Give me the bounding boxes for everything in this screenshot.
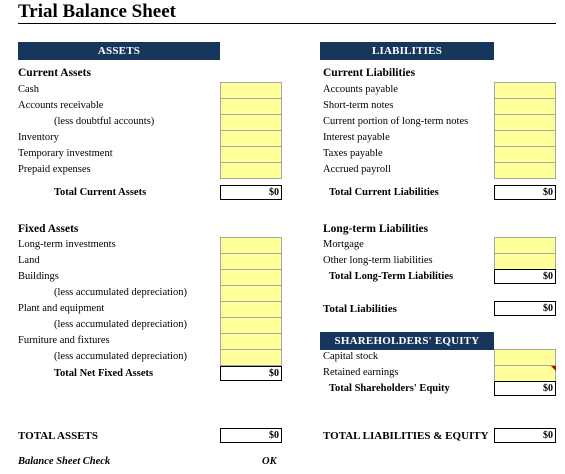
assets-header: ASSETS (18, 42, 220, 60)
total-current-assets-label: Total Current Assets (54, 187, 147, 198)
input-retained-earnings[interactable] (494, 365, 556, 382)
total-liabilities-label: Total Liabilities (323, 303, 397, 315)
input-capital-stock[interactable] (494, 349, 556, 366)
asset-label-less-dep-plant: (less accumulated depreciation) (54, 319, 187, 330)
equity-header: SHAREHOLDERS' EQUITY (320, 332, 494, 350)
input-short-term-notes[interactable] (494, 98, 556, 115)
liab-label-other-long-term: Other long-term liabilities (323, 255, 433, 266)
asset-label-long-term-investments: Long-term investments (18, 239, 116, 250)
input-buildings[interactable] (220, 269, 282, 286)
total-fixed-assets-value[interactable]: $0 (220, 366, 282, 381)
input-less-dep-plant[interactable] (220, 317, 282, 334)
input-plant-equipment[interactable] (220, 301, 282, 318)
input-less-doubtful[interactable] (220, 114, 282, 131)
liab-label-accounts-payable: Accounts payable (323, 84, 398, 95)
total-equity-label: Total Shareholders' Equity (329, 383, 450, 394)
total-current-liabilities-value[interactable]: $0 (494, 185, 556, 200)
liabilities-header: LIABILITIES (320, 42, 494, 60)
asset-label-cash: Cash (18, 84, 39, 95)
asset-label-less-dep-furniture: (less accumulated depreciation) (54, 351, 187, 362)
current-assets-heading: Current Assets (18, 67, 91, 79)
input-furniture-fixtures[interactable] (220, 333, 282, 350)
asset-label-less-doubtful: (less doubtful accounts) (54, 116, 155, 127)
input-cash[interactable] (220, 82, 282, 99)
input-accrued-payroll[interactable] (494, 162, 556, 179)
input-less-dep-furniture[interactable] (220, 349, 282, 366)
equity-label-capital-stock: Capital stock (323, 351, 379, 362)
fixed-assets-heading: Fixed Assets (18, 223, 79, 235)
balance-check-label: Balance Sheet Check (18, 456, 111, 467)
asset-label-temporary-investment: Temporary investment (18, 148, 113, 159)
input-prepaid-expenses[interactable] (220, 162, 282, 179)
asset-label-land: Land (18, 255, 40, 266)
total-assets-value[interactable]: $0 (220, 428, 282, 443)
current-liabilities-heading: Current Liabilities (323, 67, 416, 79)
asset-label-furniture-fixtures: Furniture and fixtures (18, 335, 110, 346)
asset-label-prepaid-expenses: Prepaid expenses (18, 164, 91, 175)
asset-label-accounts-receivable: Accounts receivable (18, 100, 104, 111)
input-land[interactable] (220, 253, 282, 270)
input-interest-payable[interactable] (494, 130, 556, 147)
input-current-portion[interactable] (494, 114, 556, 131)
input-long-term-investments[interactable] (220, 237, 282, 254)
title-rule (18, 23, 556, 24)
equity-label-retained-earnings: Retained earnings (323, 367, 399, 378)
input-inventory[interactable] (220, 130, 282, 147)
liab-label-accrued-payroll: Accrued payroll (323, 164, 391, 175)
input-other-long-term[interactable] (494, 253, 556, 270)
input-accounts-payable[interactable] (494, 82, 556, 99)
balance-check-value: OK (262, 456, 277, 467)
total-long-term-liabilities-label: Total Long-Term Liabilities (329, 271, 454, 282)
total-fixed-assets-label: Total Net Fixed Assets (54, 368, 154, 379)
liab-label-taxes-payable: Taxes payable (323, 148, 383, 159)
total-assets-label: TOTAL ASSETS (18, 430, 99, 442)
liab-label-interest-payable: Interest payable (323, 132, 390, 143)
total-equity-value[interactable]: $0 (494, 381, 556, 396)
comment-indicator-icon[interactable] (551, 366, 556, 371)
total-long-term-liabilities-value[interactable]: $0 (494, 269, 556, 284)
asset-label-buildings: Buildings (18, 271, 59, 282)
input-temporary-investment[interactable] (220, 146, 282, 163)
total-liabilities-equity-value[interactable]: $0 (494, 428, 556, 443)
input-less-dep-buildings[interactable] (220, 285, 282, 302)
total-current-assets-value[interactable]: $0 (220, 185, 282, 200)
input-taxes-payable[interactable] (494, 146, 556, 163)
liab-label-short-term-notes: Short-term notes (323, 100, 394, 111)
input-mortgage[interactable] (494, 237, 556, 254)
asset-label-inventory: Inventory (18, 132, 59, 143)
asset-label-plant-equipment: Plant and equipment (18, 303, 105, 314)
asset-label-less-dep-buildings: (less accumulated depreciation) (54, 287, 187, 298)
long-term-liabilities-heading: Long-term Liabilities (323, 223, 429, 235)
total-liabilities-equity-label: TOTAL LIABILITIES & EQUITY (323, 430, 489, 442)
liab-label-mortgage: Mortgage (323, 239, 364, 250)
input-accounts-receivable[interactable] (220, 98, 282, 115)
total-liabilities-value[interactable]: $0 (494, 301, 556, 316)
total-current-liabilities-label: Total Current Liabilities (329, 187, 439, 198)
sheet-title: Trial Balance Sheet (18, 1, 176, 22)
liab-label-current-portion: Current portion of long-term notes (323, 116, 469, 127)
